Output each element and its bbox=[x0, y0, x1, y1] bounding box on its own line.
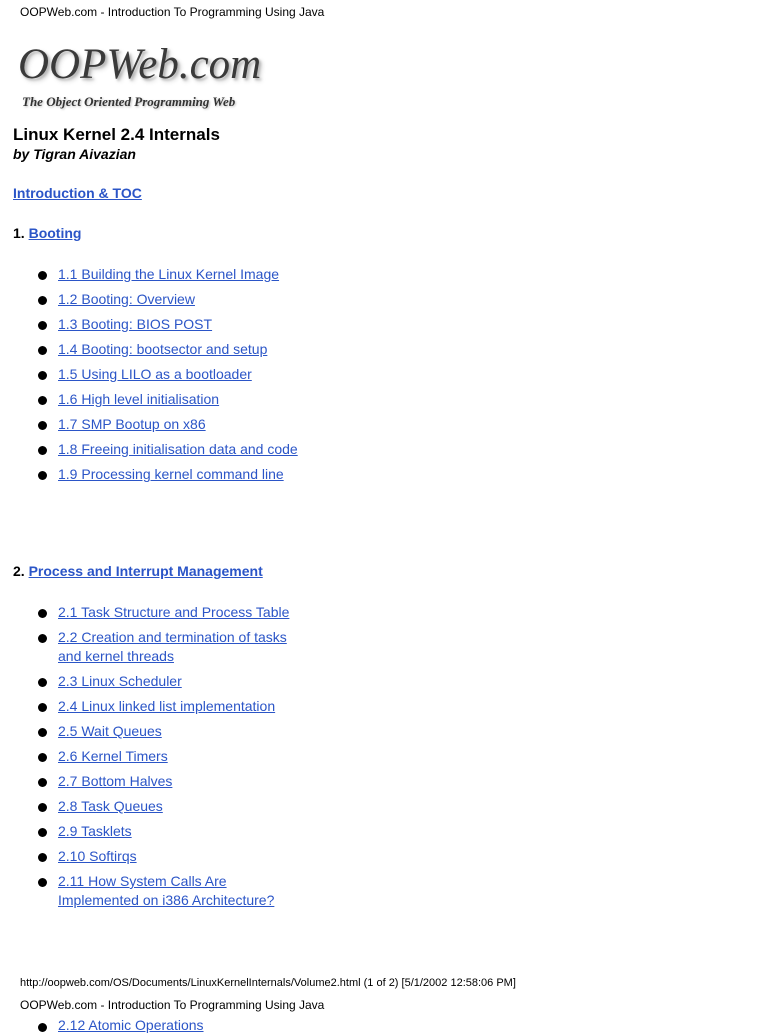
footer-url: http://oopweb.com/OS/Documents/LinuxKernelInternals/Volume2.html (1 of 2) [5/1/2002 12:58:06 PM] bbox=[20, 977, 516, 989]
list-item bbox=[0, 772, 320, 791]
bullet-icon bbox=[38, 853, 47, 862]
bullet-icon bbox=[38, 778, 47, 787]
bullet-icon bbox=[38, 371, 47, 380]
toc-link[interactable]: 1.7 SMP Bootup on x86 bbox=[58, 416, 206, 432]
toc-link[interactable]: 2.2 Creation and termination of tasks and kernel threads bbox=[58, 629, 287, 664]
list-item bbox=[0, 847, 320, 866]
toc-link[interactable]: 1.1 Building the Linux Kernel Image bbox=[58, 266, 280, 282]
bullet-icon bbox=[38, 471, 47, 480]
section-heading-process bbox=[13, 563, 263, 579]
bullet-icon bbox=[38, 803, 47, 812]
list-item bbox=[0, 265, 320, 284]
list-item bbox=[0, 290, 320, 309]
list-item bbox=[0, 697, 320, 716]
bullet-icon bbox=[38, 321, 47, 330]
bullet-icon bbox=[38, 346, 47, 355]
page-title: Linux Kernel 2.4 Internals bbox=[13, 125, 220, 144]
list-item bbox=[0, 440, 320, 459]
logo-main-text: OOPWeb.com bbox=[18, 41, 262, 88]
section-link-process[interactable]: Process and Interrupt Management bbox=[28, 563, 263, 579]
section-number: 2. bbox=[13, 563, 25, 579]
toc-link[interactable]: 1.6 High level initialisation bbox=[58, 391, 220, 407]
toc-link[interactable]: 1.9 Processing kernel command line bbox=[58, 466, 284, 482]
toc-link[interactable]: 2.10 Softirqs bbox=[58, 848, 137, 864]
list-item bbox=[0, 722, 320, 741]
next-page-header: OOPWeb.com - Introduction To Programming Using Java bbox=[20, 998, 325, 1012]
toc-link[interactable]: 2.5 Wait Queues bbox=[58, 723, 162, 739]
booting-toc-list bbox=[0, 265, 320, 490]
list-item bbox=[0, 747, 320, 766]
toc-link[interactable]: 1.8 Freeing initialisation data and code bbox=[58, 441, 298, 457]
list-item bbox=[0, 365, 320, 384]
list-item bbox=[0, 415, 320, 434]
bullet-icon bbox=[38, 271, 47, 280]
toc-link[interactable]: 1.3 Booting: BIOS POST bbox=[58, 316, 213, 332]
section-heading-booting bbox=[13, 225, 81, 241]
bullet-icon bbox=[38, 828, 47, 837]
bullet-icon bbox=[38, 703, 47, 712]
toc-link[interactable]: 2.9 Tasklets bbox=[58, 823, 132, 839]
bullet-icon bbox=[38, 728, 47, 737]
bullet-icon bbox=[38, 634, 47, 643]
list-item bbox=[0, 390, 320, 409]
bullet-icon bbox=[38, 878, 47, 887]
bullet-icon bbox=[38, 421, 47, 430]
logo-tagline: The Object Oriented Programming Web bbox=[22, 94, 236, 109]
toc-link[interactable]: 2.8 Task Queues bbox=[58, 798, 163, 814]
author-line: by Tigran Aivazian bbox=[13, 146, 136, 162]
list-item bbox=[0, 797, 320, 816]
bullet-icon bbox=[38, 396, 47, 405]
toc-link[interactable]: 1.5 Using LILO as a bootloader bbox=[58, 366, 252, 382]
list-item bbox=[0, 872, 320, 910]
list-item bbox=[0, 822, 320, 841]
section-link-booting[interactable]: Booting bbox=[28, 225, 82, 241]
process-toc-list bbox=[0, 603, 320, 916]
bullet-icon bbox=[38, 296, 47, 305]
intro-toc-link[interactable]: Introduction & TOC bbox=[13, 185, 142, 201]
bullet-icon bbox=[38, 1023, 47, 1032]
section-number: 1. bbox=[13, 225, 25, 241]
toc-link[interactable]: 2.4 Linux linked list implementation bbox=[58, 698, 276, 714]
list-item bbox=[0, 465, 320, 484]
bullet-icon bbox=[38, 753, 47, 762]
bullet-icon bbox=[38, 678, 47, 687]
bullet-icon bbox=[38, 446, 47, 455]
page-header: OOPWeb.com - Introduction To Programming Using Java bbox=[20, 5, 325, 19]
toc-link[interactable]: 1.4 Booting: bootsector and setup bbox=[58, 341, 268, 357]
toc-link[interactable]: 2.7 Bottom Halves bbox=[58, 773, 173, 789]
list-item bbox=[0, 628, 320, 666]
toc-link[interactable]: 2.12 Atomic Operations bbox=[58, 1017, 204, 1033]
oopweb-logo[interactable] bbox=[14, 40, 294, 116]
list-item bbox=[0, 340, 320, 359]
bullet-icon bbox=[38, 609, 47, 618]
toc-link[interactable]: 2.11 How System Calls Are Implemented on i386 Architecture? bbox=[58, 873, 275, 908]
list-item bbox=[0, 315, 320, 334]
list-item bbox=[0, 603, 320, 622]
toc-link[interactable]: 2.6 Kernel Timers bbox=[58, 748, 168, 764]
toc-link[interactable]: 2.3 Linux Scheduler bbox=[58, 673, 182, 689]
toc-link[interactable]: 1.2 Booting: Overview bbox=[58, 291, 195, 307]
toc-link[interactable]: 2.1 Task Structure and Process Table bbox=[58, 604, 290, 620]
list-item bbox=[0, 672, 320, 691]
